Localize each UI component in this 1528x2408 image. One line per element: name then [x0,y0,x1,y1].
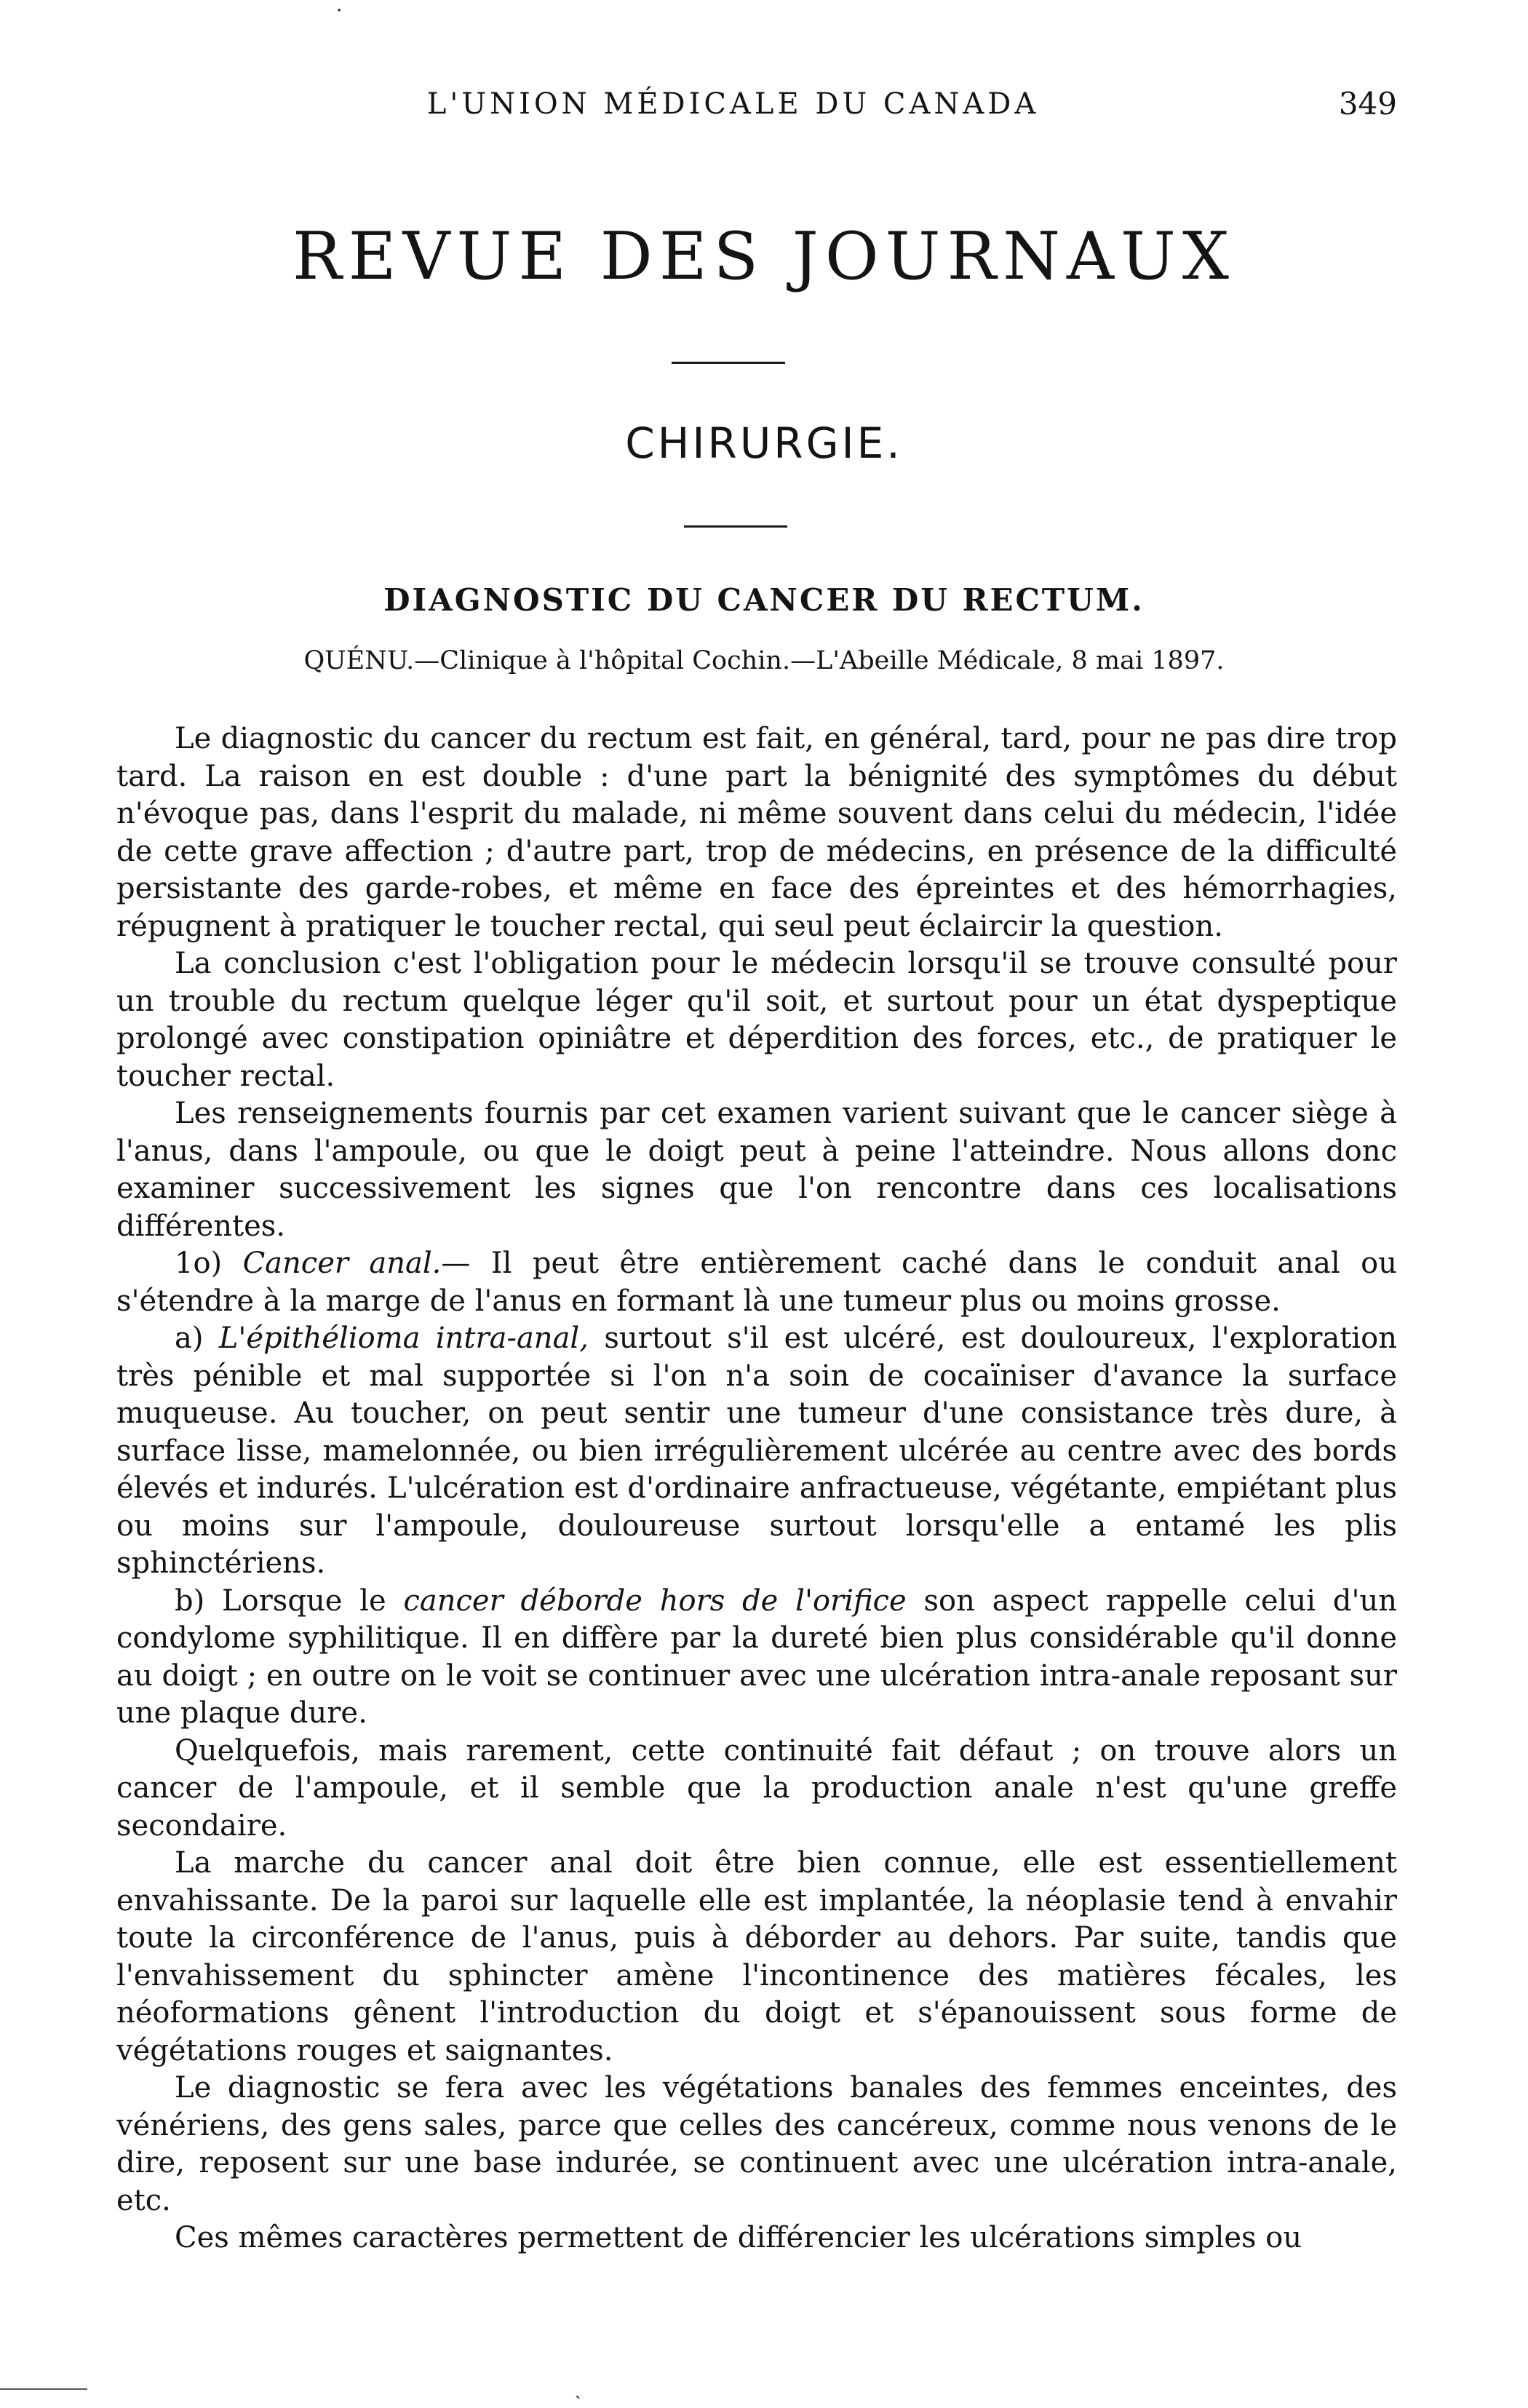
divider-rule [684,525,787,528]
article-body [116,720,1397,2257]
page-number: 349 [1338,86,1397,122]
paragraph-heading-italic: L'épithélioma intra-anal, [218,1322,589,1355]
paragraph-heading-italic: cancer déborde hors de l'orifice [403,1584,907,1618]
paragraph-lead: a) [175,1322,219,1355]
print-speck: ˎ [575,2378,581,2400]
article-title: DIAGNOSTIC DU CANCER DU RECTUM. [383,582,1145,618]
paragraph-text: — Il peut être entièrement caché dans le conduit anal ou s'étendre à la marge de l'anus en formant là une tumeur plus ou moins grosse. [116,1247,1398,1318]
paragraph-lead: 1o) [175,1247,243,1280]
paragraph: Quelquefois, mais rarement, cette continuité fait défaut ; on trouve alors un cancer de l'ampoule, et il semble que la production anale n'est qu'une greffe secondaire. [116,1733,1397,1843]
paragraph: La conclusion c'est l'obligation pour le médecin lorsqu'il se trouve consulté pour un trouble du rectum quelque léger qu'il soit, et surtout pour un état dyspeptique prolongé avec constipation opiniâtre et déperdition des forces, etc., de pratiquer le toucher rectal. [116,947,1397,1093]
subsection-title: CHIRURGIE. [625,418,903,468]
paragraph-lead: b) Lorsque le [175,1584,404,1618]
paragraph: La marche du cancer anal doit être bien connue, elle est essentiellement envahissante. De la paroi sur laquelle elle est implantée, la néoplasie tend à envahir toute la circonférence de l'anus, puis à déborder au dehors. Par suite, tandis que l'envahissement du sphincter amène l'incontinence des matières fécales, les néoformations gênent l'introduction du doigt et s'épanouissent sous forme de végétations rouges et saignantes. [116,1846,1397,2067]
paragraph: Le diagnostic du cancer du rectum est fait, en général, tard, pour ne pas dire trop tard. La raison en est double : d'une part la bénignité des symptômes du début n'évoque pas, dans l'esprit du malade, ni même souvent dans celui du médecin, l'idée de cette grave affection ; d'autre part, trop de médecins, en présence de la difficulté persistante des garde-robes, et même en face des épreintes et des hémorrhagies, répugnent à pratiquer le toucher rectal, qui seul peut éclaircir la question. [116,722,1397,943]
paragraph-text: surtout s'il est ulcéré, est douloureux, l'exploration très pénible et mal supportée si l'on n'a soin de cocaïniser d'avance la surface muqueuse. Au toucher, on peut sentir une tumeur d'une consistance très dure, à surface lisse, mamelonnée, ou bien irrégulièrement ulcérée au centre avec des bords élevés et indurés. L'ulcération est d'ordinaire anfractueuse, végétante, empiétant plus ou moins sur l'ampoule, douloureuse surtout lorsqu'elle a entamé les plis sphinctériens. [116,1322,1398,1580]
paragraph: Le diagnostic se fera avec les végétations banales des femmes enceintes, des vénériens, des gens sales, parce que celles des cancéreux, comme nous venons de le dire, reposent sur une base indurée, se continuent avec une ulcération intra-anale, etc. [116,2071,1397,2217]
paragraph: Les renseignements fournis par cet examen varient suivant que le cancer siège à l'anus, dans l'ampoule, ou que le doigt peut à peine l'atteindre. Nous allons donc examiner successivement les signes que l'on rencontre dans ces localisations différentes. [116,1097,1397,1243]
article-source: QUÉNU.—Clinique à l'hôpital Cochin.—L'Abeille Médicale, 8 mai 1897. [303,646,1225,675]
paragraph [116,1583,1397,1733]
paragraph: Ces mêmes caractères permettent de différencier les ulcérations simples ou [175,2221,1302,2254]
running-head: L'UNION MÉDICALE DU CANADA [426,87,1040,121]
paragraph [116,1320,1397,1583]
paragraph-heading-italic: Cancer anal. [242,1247,442,1280]
scan-edge-line [0,2388,87,2390]
divider-rule [672,362,785,364]
section-title: REVUE DES JOURNAUX [293,218,1235,295]
print-speck: · [336,0,343,22]
paragraph [116,1245,1397,1320]
paragraph-text: son aspect rappelle celui d'un condylome syphilitique. Il en diffère par la dureté bien plus considérable qu'il donne au doigt ; en outre on le voit se continuer avec une ulcération intra-anale reposant sur une plaque dure. [116,1584,1397,1730]
